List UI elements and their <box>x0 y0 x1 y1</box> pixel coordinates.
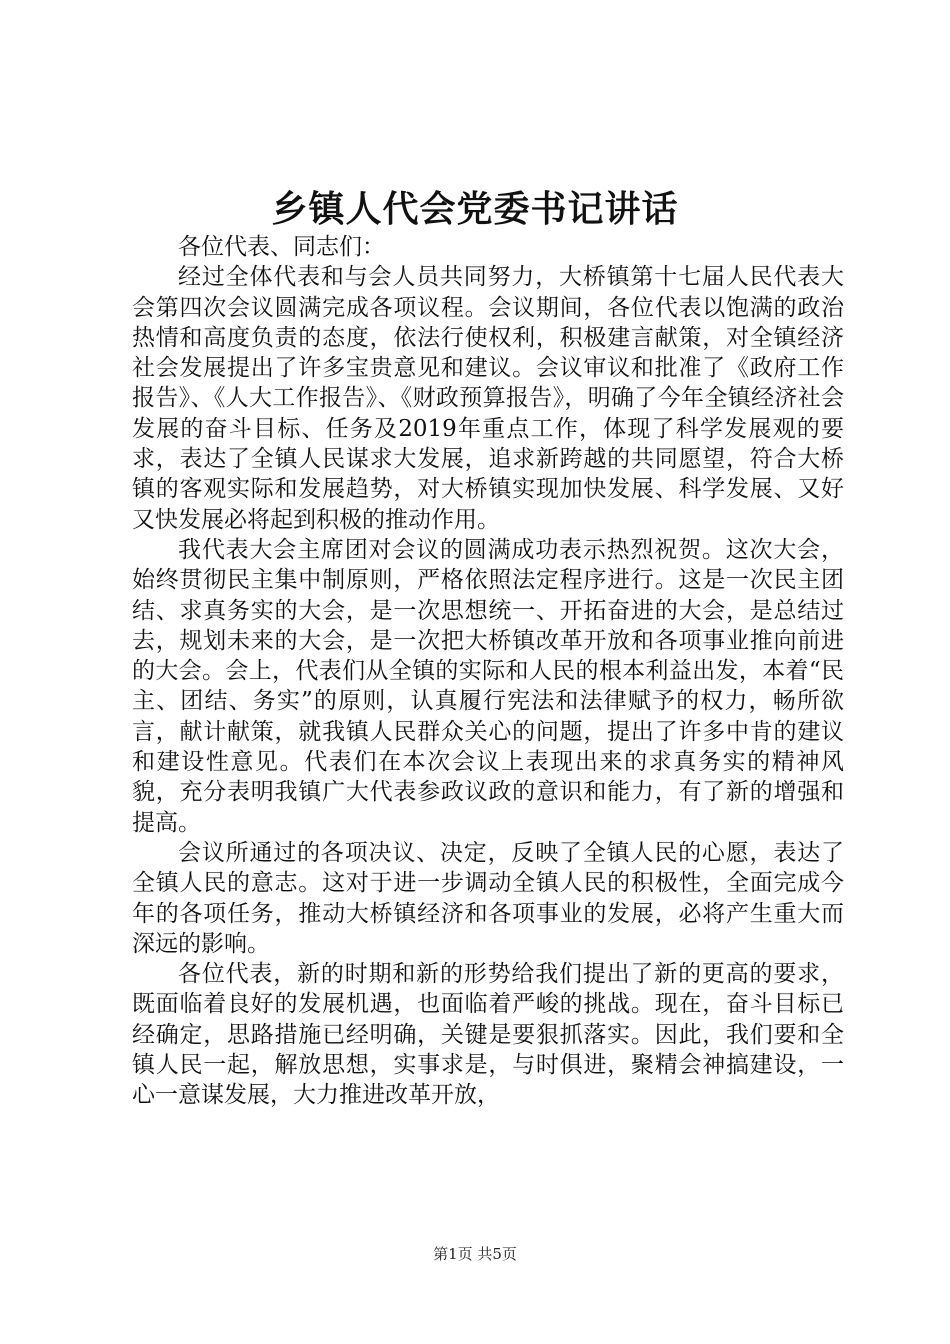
page-footer: 第1页 共5页 <box>433 1245 517 1263</box>
document-body <box>132 232 844 1111</box>
paragraph-3: 会议所通过的各项决议、决定，反映了全镇人民的心愿，表达了全镇人民的意志。这对于进一步调动全镇人民的积极性，全面完成今年的各项任务，推动大桥镇经济和各项事业的发展，必将产生重大而深远的影响。 <box>132 839 844 957</box>
document-title: 乡镇人代会党委书记讲话 <box>271 188 679 230</box>
salutation: 各位代表、同志们： <box>178 234 385 260</box>
paragraph-2: 我代表大会主席团对会议的圆满成功表示热烈祝贺。这次大会，始终贯彻民主集中制原则，严格依照法定程序进行。这是一次民主团结、求真务实的大会，是一次思想统一、开拓奋进的大会，是总结过去，规划未来的大会，是一次把大桥镇改革开放和各项事业推向前进的大会。会上，代表们从全镇的实际和人民的根本利益出发，本着“民主、团结、务实”的原则，认真履行宪法和法律赋予的权力，畅所欲言，献计献策，就我镇人民群众关心的问题，提出了许多中肯的建议和建设性意见。代表们在本次会议上表现出来的求真务实的精神风貌，充分表明我镇广大代表参政议政的意识和能力，有了新的增强和提高。 <box>132 536 844 836</box>
paragraph-1: 经过全体代表和与会人员共同努力，大桥镇第十七届人民代表大会第四次会议圆满完成各项议程。会议期间，各位代表以饱满的政治热情和高度负责的态度，依法行使权利，积极建言献策，对全镇经济社会发展提出了许多宝贵意见和建议。会议审议和批准了《政府工作报告》、《人大工作报告》、《财政预算报告》，明确了今年全镇经济社会发展的奋斗目标、任务及2019年重点工作，体现了科学发展观的要求，表达了全镇人民谋求大发展，追求新跨越的共同愿望，符合大桥镇的客观实际和发展趋势，对大桥镇实现加快发展、科学发展、又好又快发展必将起到积极的推动作用。 <box>132 264 844 533</box>
paragraph-4: 各位代表，新的时期和新的形势给我们提出了新的更高的要求，既面临着良好的发展机遇，也面临着严峻的挑战。现在，奋斗目标已经确定，思路措施已经明确，关键是要狠抓落实。因此，我们要和全镇人民一起，解放思想，实事求是，与时俱进，聚精会神搞建设，一心一意谋发展，大力推进改革开放， <box>132 961 844 1109</box>
